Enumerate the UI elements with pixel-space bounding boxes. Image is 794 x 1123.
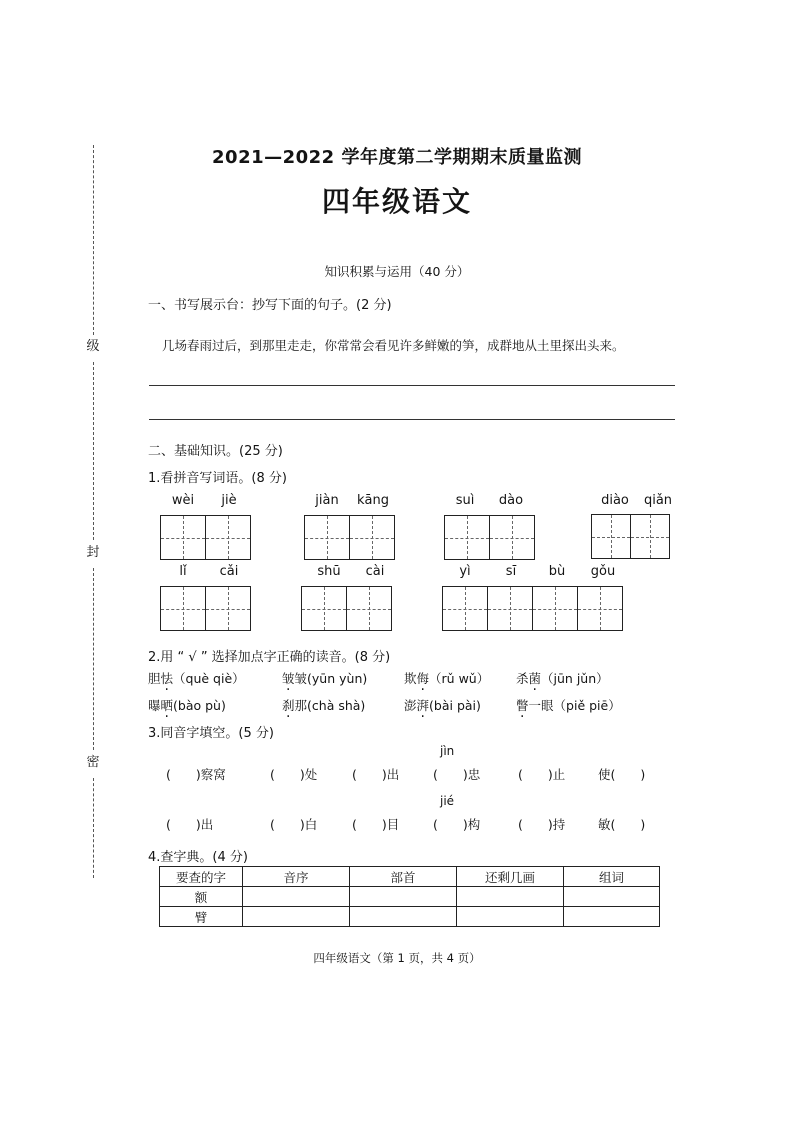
options-text: (bào pù)	[173, 698, 226, 713]
writing-line-2[interactable]	[149, 419, 675, 420]
char-text: 一眼	[528, 698, 554, 713]
tianzige-cell[interactable]	[205, 587, 250, 630]
table-cell-blank[interactable]	[243, 887, 350, 907]
pinyin-text: bù	[548, 564, 566, 579]
table-row	[160, 907, 660, 927]
char-text: 曝	[148, 698, 161, 713]
pinyin-group-4	[592, 493, 678, 508]
reading-item-7[interactable]	[404, 696, 481, 714]
tianzige-cell[interactable]	[346, 587, 391, 630]
q3-pinyin-jie: jié	[440, 794, 455, 808]
blank-item[interactable]: 使( )	[598, 767, 646, 782]
char-text: 欺	[404, 671, 417, 686]
options-text: (bài pài)	[429, 698, 481, 713]
dotted-char: 怯	[160, 671, 174, 686]
pinyin-text: dào	[498, 493, 524, 508]
reading-item-4[interactable]	[516, 669, 609, 687]
tianzige-grid-6[interactable]	[301, 586, 392, 631]
blank-item[interactable]: ( )构	[433, 817, 481, 832]
table-cell-char: 臂	[160, 907, 243, 927]
column-header: 还剩几画	[457, 867, 564, 887]
char-text: 澎	[404, 698, 417, 713]
q3-pinyin-jin: jìn	[440, 744, 455, 758]
writing-line-1[interactable]	[149, 385, 675, 386]
tianzige-cell[interactable]	[445, 516, 489, 559]
binding-label-1: 级	[82, 336, 104, 358]
tianzige-grid-1[interactable]	[160, 515, 251, 560]
table-cell-blank[interactable]	[457, 907, 564, 927]
reading-item-6[interactable]	[282, 696, 365, 714]
pinyin-group-6	[301, 564, 393, 579]
part2-heading: 二、基础知识。(25 分)	[148, 444, 283, 459]
tianzige-cell[interactable]	[630, 515, 669, 558]
options-text: （què qiè）	[173, 671, 245, 686]
dictionary-table	[159, 866, 660, 927]
blank-item[interactable]: ( )目	[352, 817, 400, 832]
table-row	[160, 887, 660, 907]
char-text: 胆	[148, 671, 161, 686]
column-header: 组词	[564, 867, 660, 887]
copy-sentence: 几场春雨过后，到那里走走，你常常会看见许多鲜嫩的笋，成群地从土里探出头来。	[162, 338, 625, 353]
section-title: 知识积累与运用（40 分）	[324, 264, 470, 279]
q3-heading: 3.同音字填空。(5 分)	[148, 726, 274, 741]
pinyin-text: wèi	[171, 493, 195, 508]
column-header: 音序	[243, 867, 350, 887]
tianzige-cell[interactable]	[489, 516, 534, 559]
char-text: 杀	[516, 671, 529, 686]
reading-item-3[interactable]	[404, 669, 489, 687]
tianzige-cell[interactable]	[205, 516, 250, 559]
binding-label-3: 密	[82, 752, 104, 774]
pinyin-text: qiǎn	[643, 493, 673, 508]
dotted-char: 瞥	[516, 698, 529, 713]
reading-item-2[interactable]	[282, 669, 367, 687]
column-header: 要查的字	[160, 867, 243, 887]
blank-item[interactable]: ( )出	[352, 767, 400, 782]
table-cell-blank[interactable]	[243, 907, 350, 927]
pinyin-text: kāng	[357, 493, 389, 508]
table-cell-blank[interactable]	[350, 907, 457, 927]
tianzige-grid-7[interactable]	[442, 586, 623, 631]
table-cell-blank[interactable]	[564, 907, 660, 927]
column-header: 部首	[350, 867, 457, 887]
tianzige-grid-2[interactable]	[304, 515, 395, 560]
reading-item-5[interactable]	[148, 696, 226, 714]
options-text: (yūn yùn)	[307, 671, 368, 686]
char-text: 那	[294, 698, 308, 713]
pinyin-group-2	[304, 493, 396, 508]
table-cell-blank[interactable]	[457, 887, 564, 907]
pinyin-text: diào	[601, 493, 629, 508]
subject-title: 四年级语文	[321, 185, 472, 218]
blank-item[interactable]: ( )察窝	[166, 767, 226, 782]
blank-item[interactable]: ( )止	[518, 767, 566, 782]
blank-item[interactable]: ( )出	[166, 817, 214, 832]
tianzige-cell[interactable]	[349, 516, 394, 559]
binding-dashed-line-lower	[93, 568, 94, 750]
tianzige-cell[interactable]	[532, 587, 577, 630]
blank-item[interactable]: 敏( )	[598, 817, 646, 832]
tianzige-cell[interactable]	[161, 587, 205, 630]
blank-item[interactable]: ( )处	[270, 767, 318, 782]
dotted-char: 菌	[528, 671, 542, 686]
tianzige-grid-5[interactable]	[160, 586, 251, 631]
reading-item-1[interactable]	[148, 669, 245, 687]
pinyin-text: jiàn	[315, 493, 339, 508]
pinyin-text: gǒu	[590, 564, 616, 579]
binding-dashed-line-top	[93, 145, 94, 335]
options-text: (chà shà)	[307, 698, 366, 713]
part1-heading: 一、书写展示台：抄写下面的句子。(2 分)	[148, 298, 392, 313]
pinyin-text: suì	[455, 493, 475, 508]
table-header-row	[160, 867, 660, 887]
pinyin-group-3	[444, 493, 536, 508]
pinyin-text: jiè	[221, 493, 237, 508]
blank-item[interactable]: ( )白	[270, 817, 318, 832]
dotted-char: 晒	[160, 698, 174, 713]
pinyin-text: cài	[365, 564, 385, 579]
options-text: （jūn jǔn）	[541, 671, 609, 686]
dotted-char: 刹	[282, 698, 295, 713]
pinyin-text: shū	[317, 564, 341, 579]
dotted-char: 侮	[416, 671, 430, 686]
blank-item[interactable]: ( )忠	[433, 767, 481, 782]
pinyin-text: cǎi	[219, 564, 239, 579]
tianzige-cell[interactable]	[592, 515, 630, 558]
pinyin-text: lǐ	[179, 564, 187, 579]
page-footer: 四年级语文（第 1 页，共 4 页）	[313, 951, 481, 965]
q4-heading: 4.查字典。(4 分)	[148, 850, 248, 865]
options-text: （piě piē）	[553, 698, 621, 713]
dotted-char: 湃	[416, 698, 430, 713]
tianzige-cell[interactable]	[577, 587, 622, 630]
q1-heading: 1.看拼音写词语。(8 分)	[148, 471, 287, 486]
tianzige-cell[interactable]	[443, 587, 487, 630]
tianzige-cell[interactable]	[487, 587, 532, 630]
table-cell-blank[interactable]	[564, 887, 660, 907]
char-text: 皱	[294, 671, 308, 686]
tianzige-cell[interactable]	[161, 516, 205, 559]
pinyin-text: sī	[505, 564, 517, 579]
pinyin-text: yì	[459, 564, 471, 579]
pinyin-group-1	[160, 493, 252, 508]
pinyin-group-7	[442, 564, 626, 579]
table-cell-blank[interactable]	[350, 887, 457, 907]
options-text: （rǔ wǔ）	[429, 671, 490, 686]
binding-label-2: 封	[82, 542, 104, 564]
binding-dashed-line-bottom	[93, 778, 94, 878]
tianzige-cell[interactable]	[302, 587, 346, 630]
binding-dashed-line-mid	[93, 362, 94, 540]
q2-heading: 2.用 “ √ ” 选择加点字正确的读音。(8 分)	[148, 650, 391, 665]
exam-title: 2021—2022 学年度第二学期期末质量监测	[212, 147, 582, 168]
tianzige-cell[interactable]	[305, 516, 349, 559]
pinyin-group-5	[160, 564, 252, 579]
tianzige-grid-3[interactable]	[444, 515, 535, 560]
table-cell-char: 额	[160, 887, 243, 907]
blank-item[interactable]: ( )持	[518, 817, 566, 832]
reading-item-8[interactable]	[516, 696, 621, 714]
tianzige-grid-4[interactable]	[591, 514, 670, 559]
dotted-char: 皱	[282, 671, 295, 686]
